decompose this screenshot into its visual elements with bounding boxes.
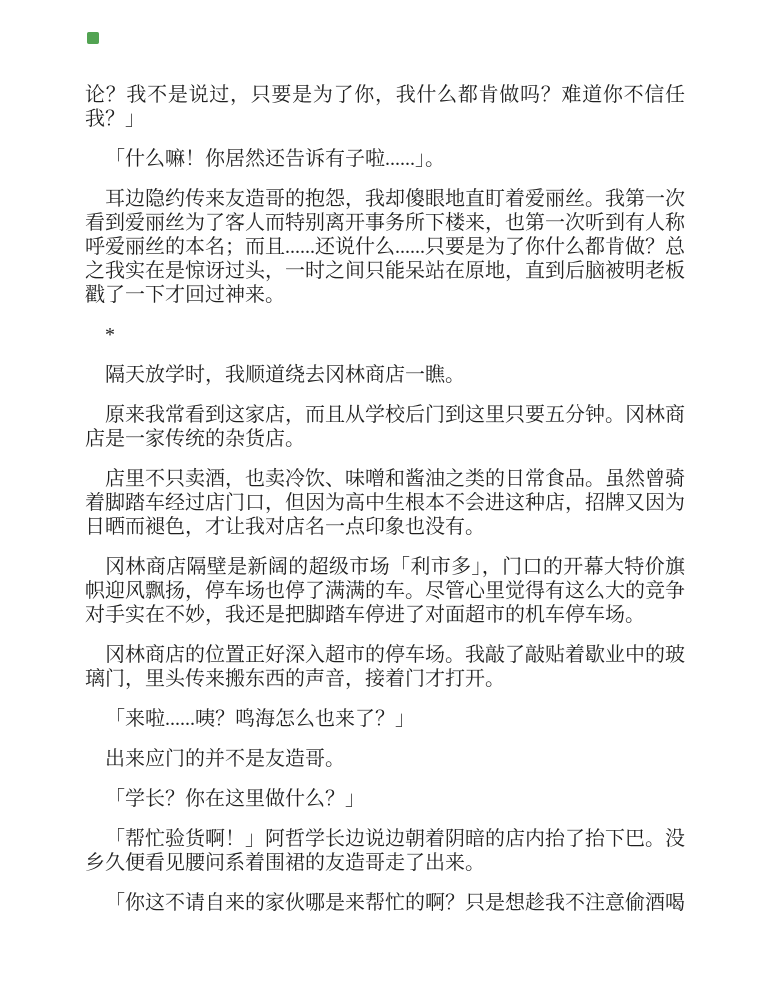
paragraph: 「帮忙验货啊！」阿哲学长边说边朝着阴暗的店内抬了抬下巴。没乡久便看见腰问系着围裙的友造哥走了出来。 [85,828,685,874]
paragraph: 出来应门的并不是友造哥。 [105,748,345,770]
paragraph: 论？我不是说过，只要是为了你，我什么都肯做吗？难道你不信任我？」 [85,84,685,130]
paragraph: 冈林商店隔壁是新阔的超级市场「利市多」，门口的开幕大特价旗帜迎风飘扬，停车场也停了满满的车。尽管心里觉得有这么大的竞争对手实在不妙，我还是把脚踏车停进了对面超市的机车停车场。 [85,556,685,626]
paragraph: 冈林商店的位置正好深入超市的停车场。我敲了敲贴着歇业中的玻璃门，里头传来搬东西的声音，接着门才打开。 [85,644,685,690]
paragraph: 「学长？你在这里做什么？」 [105,788,365,810]
paragraph: 耳边隐约传来友造哥的抱怨，我却傻眼地直盯着爱丽丝。我第一次看到爱丽丝为了客人而特别离开事务所下楼来，也第一次听到有人称呼爱丽丝的本名；而且......还说什么......只要是为了你什么都肯做？总之我实在是惊讶过头，一时之间只能呆站在原地，直到后脑被明老板戳了一下才回过神来。 [85,188,685,306]
paragraph: 「你这不请自来的家伙哪是来帮忙的啊？只是想趁我不注意偷酒喝 [105,892,685,914]
paragraph: 「来啦......咦？鸣海怎么也来了？」 [105,708,415,730]
section-break-asterisk: * [105,324,115,346]
text-block [85,83,685,931]
green-marker-icon [87,32,99,44]
paragraph: 原来我常看到这家店，而且从学校后门到这里只要五分钟。冈林商店是一家传统的杂货店。 [85,404,685,450]
paragraph: 「什么嘛！你居然还告诉有子啦......」。 [105,148,445,170]
paragraph: 隔天放学时，我顺道绕去冈林商店一瞧。 [105,364,465,386]
paragraph: 店里不只卖酒，也卖冷饮、味噌和酱油之类的日常食品。虽然曾骑着脚踏车经过店门口，但因为高中生根本不会进这种店，招牌又因为日晒而褪色，才让我对店名一点印象也没有。 [85,468,685,538]
